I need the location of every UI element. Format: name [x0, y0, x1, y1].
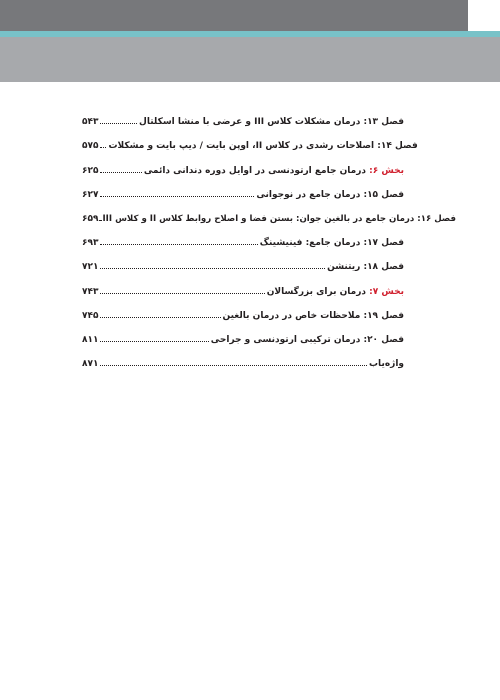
toc-page-number: ۸۷۱	[82, 359, 99, 370]
header-band-light	[0, 37, 500, 82]
toc-row[interactable]	[82, 321, 404, 345]
header-teal-stripe	[0, 31, 500, 37]
toc-leader-dots	[100, 244, 257, 245]
toc-entry-title	[369, 359, 404, 369]
toc-entry-title	[139, 117, 404, 127]
toc-page-number: ۵۷۵	[82, 141, 99, 152]
toc-title-text: درمان جامع ارتودنسی در اوایل دوره دندانی دائمی	[143, 165, 367, 176]
toc-title-text: فصل ۱۶: درمان جامع در بالغین جوان: بستن فضا و اصلاح روابط کلاس II و کلاس III	[102, 213, 456, 224]
toc-entry-title	[223, 311, 404, 321]
toc-leader-dots	[100, 123, 137, 124]
toc-entry-title	[256, 190, 404, 200]
toc-leader-dots	[100, 196, 254, 197]
toc-leader-dots	[100, 317, 220, 318]
toc-part-label: بخش ۷:	[369, 286, 404, 297]
toc-row[interactable]	[82, 127, 418, 152]
toc-page-number: ۶۹۳	[82, 238, 99, 249]
toc-page-number: ۷۴۳	[82, 286, 99, 297]
toc-row[interactable]	[82, 176, 404, 200]
toc-leader-dots	[100, 172, 141, 173]
toc-part-label: بخش ۶:	[369, 165, 404, 176]
toc-title-text: فصل ۱۴: اصلاحات رشدی در کلاس II، اوپن بایت / دیپ بایت و مشکلات	[108, 141, 418, 152]
toc-entry-title	[108, 141, 417, 151]
toc-leader-dots	[100, 147, 106, 148]
toc-row[interactable]	[82, 297, 404, 321]
toc-row[interactable]	[82, 151, 404, 175]
toc-entry-title	[211, 335, 404, 345]
toc-entry-title	[260, 238, 404, 248]
toc-row[interactable]	[82, 345, 404, 369]
toc-page-number: ۶۲۷	[82, 189, 99, 200]
toc-page-number: ۶۵۹	[82, 213, 99, 224]
toc-leader-dots	[100, 293, 264, 294]
toc-page-number: ۶۲۵	[82, 165, 99, 176]
toc-leader-dots	[100, 268, 325, 269]
toc-page-number: ۸۱۱	[82, 334, 99, 345]
toc-entry-title	[102, 214, 455, 224]
toc-title-text: واژه‌یاب	[369, 359, 404, 370]
toc-title-text: درمان برای بزرگسالان	[266, 286, 367, 297]
toc-title-text: فصل ۱۹: ملاحظات خاص در درمان بالغین	[222, 310, 404, 321]
toc-leader-dots	[100, 341, 208, 342]
toc-entry-title	[144, 166, 404, 176]
toc-entry-title	[267, 287, 404, 297]
toc-title-text: فصل ۱۷: درمان جامع: فینیشینگ	[259, 238, 404, 249]
toc-title-text: فصل ۱۵: درمان جامع در نوجوانی	[256, 189, 404, 200]
table-of-contents	[82, 103, 456, 370]
toc-title-text: فصل ۱۸: ریتنشن	[327, 262, 404, 273]
toc-row[interactable]	[82, 224, 404, 248]
toc-row[interactable]	[82, 272, 404, 296]
toc-entry-title	[327, 262, 404, 272]
toc-page-number: ۵۴۳	[82, 117, 99, 128]
toc-title-text: فصل ۲۰: درمان ترکیبی ارتودنسی و جراحی	[210, 334, 404, 345]
header-corner-tab	[468, 0, 500, 31]
toc-title-text: فصل ۱۳: درمان مشکلات کلاس III و عرضی با منشا اسکلتال	[139, 117, 404, 128]
toc-row[interactable]	[82, 248, 404, 272]
toc-page-number: ۷۴۵	[82, 310, 99, 321]
toc-leader-dots	[100, 365, 367, 366]
toc-leader-dots	[99, 220, 101, 221]
toc-row[interactable]	[82, 103, 404, 127]
toc-page-number: ۷۲۱	[82, 262, 99, 273]
toc-row[interactable]	[82, 200, 456, 224]
